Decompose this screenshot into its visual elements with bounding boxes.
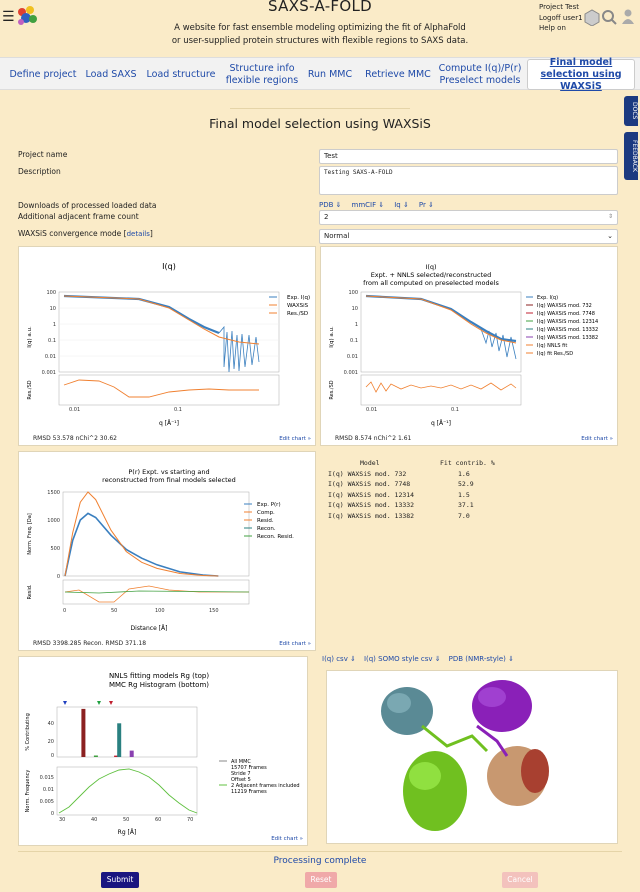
menu-icon[interactable]: ☰: [2, 9, 15, 25]
pr-res-label: Resid.: [27, 584, 33, 600]
mmcif-download-link[interactable]: mmCIF ⇓: [351, 201, 385, 209]
svg-text:0.01: 0.01: [42, 787, 54, 793]
nnls-fit-line: [366, 296, 516, 343]
pr-legend-1: Comp.: [257, 510, 275, 516]
nnls-rmsd: RMSD 8.574 nChi^2 1.61: [335, 435, 412, 442]
convergence-select[interactable]: Normal ⌄: [319, 229, 618, 244]
svg-text:1500: 1500: [47, 490, 60, 496]
divider: [18, 851, 622, 852]
nnls-legend-1: I(q) WAXSiS mod. 732: [537, 303, 592, 309]
pr-title-2: reconstructed from final models selected: [102, 476, 236, 484]
molecule-viewer[interactable]: [326, 670, 618, 844]
svg-text:100: 100: [348, 290, 358, 296]
svg-text:0.01: 0.01: [366, 407, 378, 413]
iq-csv-download-link[interactable]: I(q) csv ⇓: [322, 655, 356, 663]
rg-legend-3: Offset 5: [231, 777, 251, 783]
nav-bar: [0, 57, 640, 90]
nnls-legend-3: I(q) WAXSiS mod. 12314: [537, 319, 599, 325]
rg-bar: [130, 751, 134, 757]
svg-text:100: 100: [46, 290, 56, 296]
cancel-button[interactable]: Cancel: [502, 872, 538, 888]
nnls-res-label: Res./SD: [329, 380, 335, 400]
adjacent-frames-input[interactable]: 2 ⇕: [319, 210, 618, 225]
rg-bar: [117, 723, 121, 757]
fit-table-header: Model Fit contrib. %: [360, 459, 495, 467]
magnifier-icon: [603, 11, 616, 24]
svg-text:60: 60: [155, 817, 162, 823]
nav-load-structure[interactable]: Load structure: [146, 68, 216, 80]
iq-chart-panel: [18, 246, 316, 446]
adjacent-frames-label: Additional adjacent frame count: [18, 212, 139, 221]
svg-text:30: 30: [59, 817, 66, 823]
rg-ylabel-bottom: Norm. Frequency: [25, 769, 31, 813]
rg-legend-2: Stride 7: [231, 771, 251, 777]
tools-icons: [582, 8, 638, 28]
nnls-chart-panel: [320, 246, 618, 446]
rg-markers: [63, 701, 113, 705]
nav-retrieve-mmc[interactable]: Retrieve MMC: [365, 68, 431, 80]
pdb-nmr-download-link[interactable]: PDB (NMR-style) ⇓: [448, 655, 514, 663]
nav-compute-iq-pr[interactable]: Compute I(q)/P(r) Preselect models: [438, 62, 522, 86]
table-row: I(q) WAXSiS mod. 13382 7.0: [328, 511, 470, 520]
project-name-input[interactable]: Test: [319, 149, 618, 164]
app-subtitle: A website for fast ensemble modeling optimizing the fit of AlphaFold or user-supplied protein structures with flexible regions to SAXS data.: [171, 23, 469, 46]
rg-legend-1: 15707 Frames: [231, 765, 267, 771]
cube-icon: [585, 10, 599, 26]
svg-text:40: 40: [47, 721, 54, 727]
feedback-tab[interactable]: FEEDBACK: [624, 132, 638, 180]
nnls-legend-6: I(q) NNLS fit: [537, 343, 568, 349]
structure-download-links: [322, 655, 514, 663]
rg-hist-line: [59, 769, 197, 813]
divider: [230, 108, 410, 109]
rg-bar: [81, 709, 85, 757]
nnls-legend-7: I(q) fit Res./SD: [537, 351, 574, 357]
iq-legend-waxsis: WAXSiS: [287, 303, 309, 309]
nnls-legend-2: I(q) WAXSiS mod. 7748: [537, 311, 595, 317]
molecule-structure-image: [381, 680, 549, 831]
svg-text:0.01: 0.01: [44, 354, 56, 360]
svg-text:0: 0: [56, 574, 60, 580]
svg-text:0.001: 0.001: [343, 370, 358, 376]
svg-text:0.005: 0.005: [39, 799, 54, 805]
svg-text:70: 70: [187, 817, 194, 823]
nnls-legend-4: I(q) WAXSiS mod. 13332: [537, 327, 599, 333]
iq-exp-line: [64, 296, 219, 333]
svg-text:0.1: 0.1: [451, 407, 459, 413]
nnls-legend-5: I(q) WAXSiS mod. 13382: [537, 335, 599, 341]
iq-legend-exp: Exp. I(q): [287, 295, 311, 301]
nnls-exp-line: [366, 296, 516, 341]
table-row: I(q) WAXSiS mod. 732 1.6: [328, 469, 470, 478]
svg-text:1: 1: [52, 322, 56, 328]
svg-text:0.1: 0.1: [350, 338, 358, 344]
svg-text:0: 0: [63, 608, 67, 614]
pr-xlabel: Distance [Å]: [130, 625, 168, 632]
rg-chart-panel: [18, 656, 308, 846]
pr-recon-resid-line: [65, 591, 249, 593]
table-row: I(q) WAXSiS mod. 7748 52.9: [328, 480, 474, 488]
iq-edit-chart-link[interactable]: Edit chart »: [279, 436, 311, 442]
project-name-label: Project name: [18, 150, 68, 159]
table-row: I(q) WAXSiS mod. 12314 1.5: [328, 490, 470, 499]
spinner-icon[interactable]: ⇕: [607, 213, 613, 220]
fit-table: [328, 458, 528, 521]
reset-button[interactable]: Reset: [305, 872, 337, 888]
downloads-label: Downloads of processed loaded data: [18, 201, 157, 210]
status-message: Processing complete: [273, 856, 367, 866]
nav-final-model-selection[interactable]: Final model selection using WAXSiS: [527, 59, 635, 90]
svg-text:0.01: 0.01: [346, 354, 358, 360]
pr-legend-2: Resid.: [257, 518, 274, 524]
rg-ylabel-top: % Contributing: [25, 713, 31, 751]
pr-series-1: [65, 492, 218, 576]
description-label: Description: [18, 167, 61, 176]
pr-series-0: [65, 513, 218, 576]
svg-text:0.1: 0.1: [174, 407, 182, 413]
nnls-title-3: from all computed on preselected models: [363, 279, 499, 287]
download-links: [319, 201, 434, 209]
rg-title-1: NNLS fitting models Rg (top): [108, 672, 210, 680]
pr-download-link[interactable]: Pr ⇓: [418, 201, 434, 209]
iq-somo-csv-download-link[interactable]: I(q) SOMO style csv ⇓: [363, 655, 441, 663]
svg-text:1: 1: [354, 322, 358, 328]
rg-title-2: MMC Rg Histogram (bottom): [108, 681, 210, 689]
pr-legend-3: Recon.: [257, 526, 276, 532]
iq-waxsis-line: [64, 296, 259, 344]
pr-chart-panel: [18, 451, 316, 651]
nav-structure-info[interactable]: Structure info flexible regions: [225, 62, 299, 86]
project-indicator: Project Test: [539, 3, 579, 11]
description-textarea[interactable]: Testing SAXS-A-FOLD: [319, 166, 618, 195]
iq-exp-noise: [219, 327, 259, 372]
svg-text:0: 0: [50, 753, 54, 759]
pr-legend-4: Recon. Resid.: [257, 534, 294, 540]
svg-text:100: 100: [155, 608, 165, 614]
chevron-down-icon: ⌄: [607, 232, 613, 240]
svg-text:10: 10: [351, 306, 358, 312]
rg-xlabel: Rg [Å]: [117, 829, 137, 836]
nnls-title-1: I(q): [425, 263, 437, 271]
submit-button[interactable]: Submit: [101, 872, 139, 888]
svg-text:0.001: 0.001: [41, 370, 56, 376]
nav-load-saxs[interactable]: Load SAXS: [85, 68, 137, 80]
nnls-legend-0: Exp. I(q): [537, 295, 559, 301]
app-title: SAXS-A-FOLD: [268, 0, 372, 15]
logoff-link[interactable]: Logoff user1: [539, 13, 583, 22]
help-toggle[interactable]: Help on: [539, 24, 566, 32]
convergence-label: WAXSiS convergence mode [details]: [18, 229, 153, 238]
nnls-xlabel: q [Å⁻¹]: [430, 420, 452, 427]
pr-title-1: P(r) Expt. vs starting and: [128, 468, 210, 476]
iq-legend-res: Res./SD: [287, 311, 309, 317]
user-icon: [622, 10, 634, 25]
iq-download-link[interactable]: Iq ⇓: [394, 201, 409, 209]
table-row: I(q) WAXSiS mod. 13332 37.1: [328, 501, 474, 509]
details-link[interactable]: details: [126, 230, 150, 238]
nnls-ylabel: I(q) a.u.: [329, 326, 335, 348]
pr-edit-chart-link[interactable]: Edit chart »: [279, 641, 311, 647]
svg-text:500: 500: [50, 546, 60, 552]
nav-define-project[interactable]: Define project: [9, 68, 77, 80]
svg-text:0.015: 0.015: [39, 775, 54, 781]
rg-edit-chart-link[interactable]: Edit chart »: [271, 836, 303, 842]
pr-rmsd: RMSD 3398.285 Recon. RMSD 371.18: [33, 640, 147, 647]
pr-resid-line: [65, 586, 249, 602]
rg-legend-5: 11219 Frames: [231, 789, 267, 795]
iq-chart-title: I(q): [162, 262, 176, 271]
iq-xlabel: q [Å⁻¹]: [158, 420, 180, 427]
svg-text:0.1: 0.1: [48, 338, 56, 344]
svg-text:0: 0: [50, 811, 54, 817]
docs-tab[interactable]: DOCS: [624, 96, 638, 126]
svg-text:10: 10: [49, 306, 56, 312]
svg-text:50: 50: [111, 608, 118, 614]
svg-text:50: 50: [123, 817, 130, 823]
nnls-edit-chart-link[interactable]: Edit chart »: [581, 436, 613, 442]
iq-rmsd: RMSD 53.578 nChi^2 30.62: [33, 435, 117, 442]
iq-ylabel: I(q) a.u.: [27, 326, 33, 348]
svg-text:1000: 1000: [47, 518, 60, 524]
nav-run-mmc[interactable]: Run MMC: [307, 68, 353, 80]
svg-text:20: 20: [47, 739, 54, 745]
rg-bar: [94, 756, 98, 758]
rg-legend-4: 2 Adjacent frames included: [231, 783, 300, 789]
page-title: Final model selection using WAXSiS: [209, 116, 431, 131]
pr-legend-0: Exp. P(r): [257, 502, 281, 508]
svg-text:150: 150: [209, 608, 219, 614]
iq-res-label: Res./SD: [27, 380, 33, 400]
rg-legend-0: All MMC: [231, 759, 251, 765]
iq-res-line: [64, 380, 259, 397]
nnls-res-line: [366, 382, 516, 392]
pr-ylabel: Norm. Freq. [Da]: [27, 513, 33, 555]
nnls-title-2: Expt. + NNLS selected/reconstructed: [370, 271, 492, 279]
svg-text:40: 40: [91, 817, 98, 823]
pdb-download-link[interactable]: PDB ⇓: [319, 201, 342, 209]
user-menu: [539, 2, 583, 34]
svg-text:0.01: 0.01: [69, 407, 81, 413]
